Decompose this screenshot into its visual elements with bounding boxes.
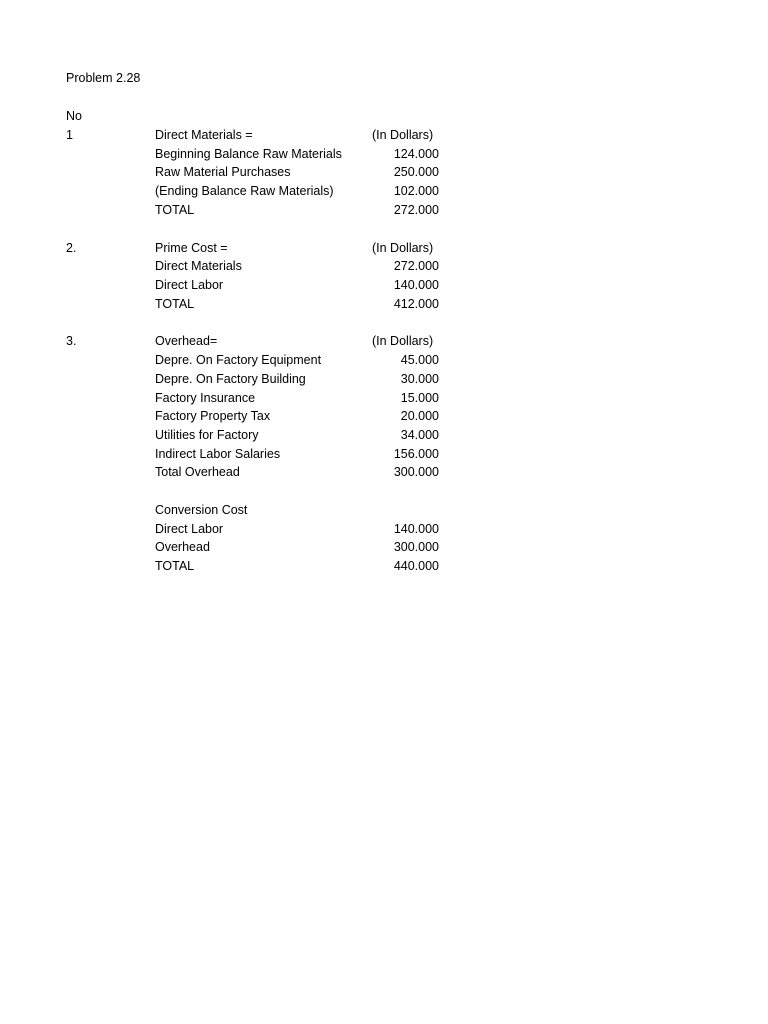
row-label: Raw Material Purchases	[155, 165, 291, 179]
row-label: Depre. On Factory Building	[155, 372, 306, 386]
row-value: 300.000	[393, 465, 439, 479]
total-row	[0, 465, 768, 483]
row-value: 250.000	[393, 165, 439, 179]
row-value: 15.000	[400, 391, 439, 405]
row-label: Factory Property Tax	[155, 409, 271, 423]
table-row	[0, 184, 768, 202]
row-value: 140.000	[393, 278, 439, 292]
table-row	[0, 372, 768, 390]
row-label: Direct Materials	[155, 259, 242, 273]
section-heading-row	[0, 241, 768, 259]
unit-label: (In Dollars)	[372, 128, 434, 142]
section-heading-row	[0, 128, 768, 146]
section-heading-row	[0, 334, 768, 352]
row-label: TOTAL	[155, 297, 195, 311]
row-value: 412.000	[393, 297, 439, 311]
row-label: Direct Labor	[155, 522, 224, 536]
row-label: (Ending Balance Raw Materials)	[155, 184, 334, 198]
section-heading: Prime Cost =	[155, 241, 228, 255]
row-value: 102.000	[393, 184, 439, 198]
total-row	[0, 559, 768, 577]
section-heading: Conversion Cost	[155, 503, 248, 517]
total-row	[0, 203, 768, 221]
row-label: TOTAL	[155, 559, 195, 573]
row-label: Factory Insurance	[155, 391, 256, 405]
row-label: Beginning Balance Raw Materials	[155, 147, 342, 161]
document-title: Problem 2.28	[66, 71, 141, 85]
row-value: 34.000	[400, 428, 439, 442]
row-label: Utilities for Factory	[155, 428, 259, 442]
table-row	[0, 391, 768, 409]
row-value: 272.000	[393, 259, 439, 273]
table-row	[0, 259, 768, 277]
unit-label: (In Dollars)	[372, 241, 434, 255]
row-value: 45.000	[400, 353, 439, 367]
table-row	[0, 540, 768, 558]
row-label: Overhead	[155, 540, 210, 554]
row-value: 140.000	[393, 522, 439, 536]
total-row	[0, 297, 768, 315]
row-label: Depre. On Factory Equipment	[155, 353, 322, 367]
table-row	[0, 447, 768, 465]
table-row	[0, 278, 768, 296]
table-row	[0, 353, 768, 371]
row-label: TOTAL	[155, 203, 195, 217]
row-value: 156.000	[393, 447, 439, 461]
row-value: 30.000	[400, 372, 439, 386]
table-row	[0, 522, 768, 540]
section-heading-row	[0, 503, 768, 521]
section-number: 1	[66, 128, 73, 142]
section-heading: Overhead=	[155, 334, 218, 348]
table-row	[0, 428, 768, 446]
section-number: 3.	[66, 334, 77, 348]
row-label: Direct Labor	[155, 278, 224, 292]
table-row	[0, 409, 768, 427]
row-value: 20.000	[400, 409, 439, 423]
section-number: 2.	[66, 241, 77, 255]
row-value: 124.000	[393, 147, 439, 161]
row-value: 272.000	[393, 203, 439, 217]
unit-label: (In Dollars)	[372, 334, 434, 348]
table-row	[0, 165, 768, 183]
table-row	[0, 147, 768, 165]
no-column-header: No	[66, 109, 82, 123]
row-label: Total Overhead	[155, 465, 240, 479]
row-value: 440.000	[393, 559, 439, 573]
row-label: Indirect Labor Salaries	[155, 447, 281, 461]
section-heading: Direct Materials =	[155, 128, 253, 142]
row-value: 300.000	[393, 540, 439, 554]
